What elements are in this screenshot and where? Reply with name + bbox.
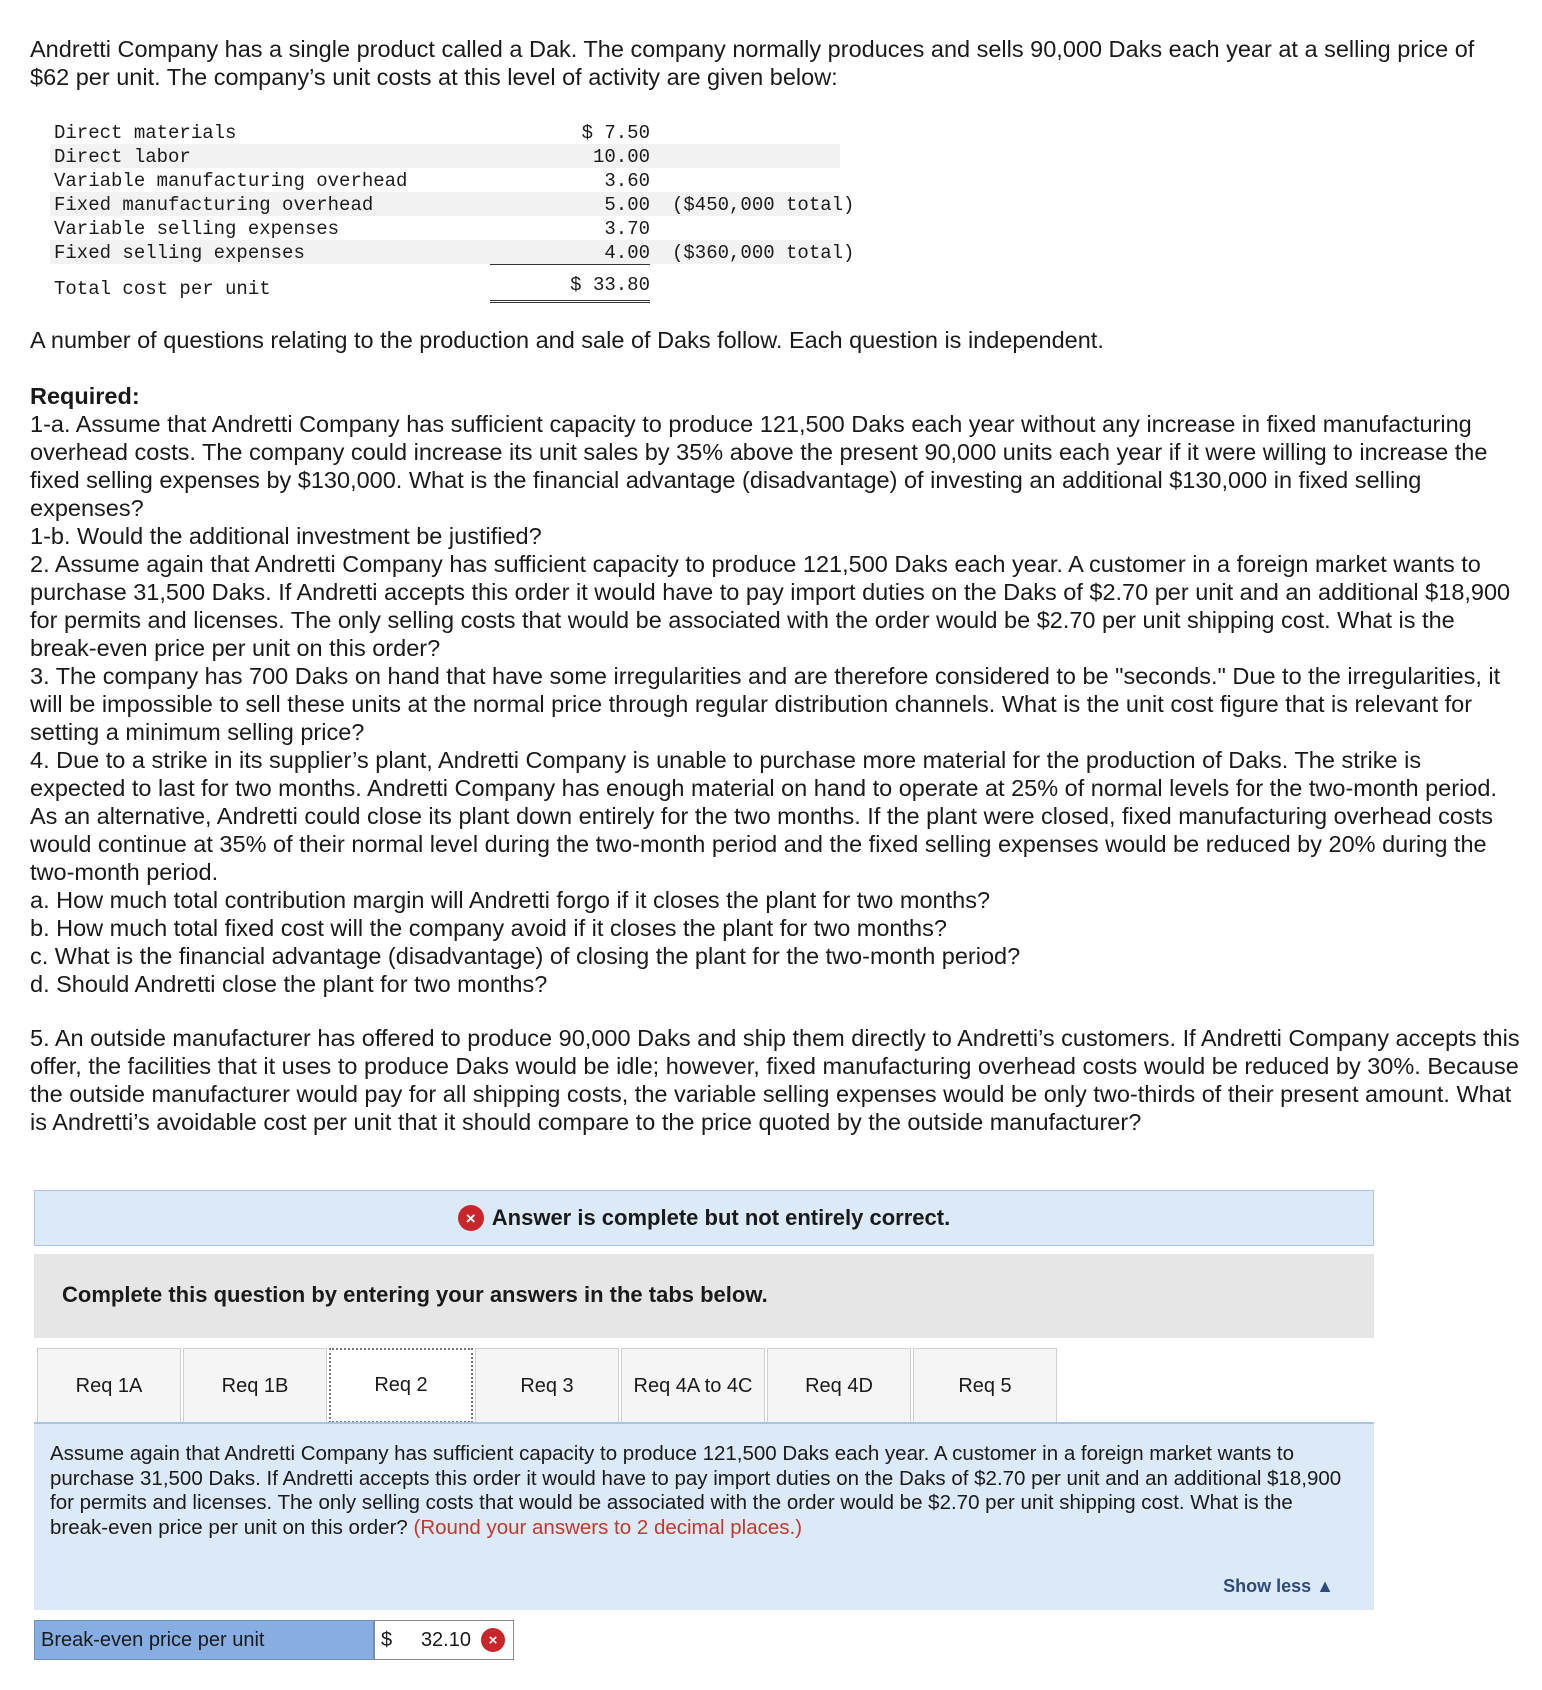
cost-label: Fixed selling expenses [54, 242, 305, 264]
instruction-text: Complete this question by entering your answers in the tabs below. [62, 1282, 768, 1307]
tab-content-panel [34, 1424, 1374, 1610]
question-4c: c. What is the financial advantage (disadvantage) of closing the plant for the two-month period? [30, 943, 1021, 969]
panel-question-text: Assume again that Andretti Company has sufficient capacity to produce 121,500 Daks each year. A customer in a foreign market wants to purchase 31,500 Daks. If Andretti accepts this order it would have to pay import duties on the Daks of $2.70 per unit and an additional $18,900 for permits and licenses. The only selling costs that would be associated with the order would be $2.70 per unit shipping cost. What is the break-even price per unit on this order? [50, 1442, 1342, 1539]
required-section [30, 382, 1520, 998]
total-cost-label: Total cost per unit [54, 278, 271, 300]
currency-symbol: $ [381, 1629, 393, 1651]
cost-row [50, 120, 840, 144]
cost-row [50, 192, 855, 216]
tab-req-1b[interactable]: Req 1B [183, 1348, 327, 1423]
questions-intro: A number of questions relating to the production and sale of Daks follow. Each question is independent. [30, 327, 1104, 353]
break-even-label: Break-even price per unit [34, 1620, 374, 1660]
cost-row [50, 216, 840, 240]
question-4a: a. How much total contribution margin will Andretti forgo if it closes the plant for two months? [30, 887, 991, 913]
cost-note: ($450,000 total) [672, 194, 855, 216]
question-4d: d. Should Andretti close the plant for two months? [30, 971, 548, 997]
cost-row [50, 144, 840, 168]
question-4b: b. How much total fixed cost will the company avoid if it closes the plant for two months? [30, 915, 947, 941]
cost-label: Fixed manufacturing overhead [54, 194, 374, 216]
cost-label: Direct labor [54, 146, 191, 168]
cost-label: Variable manufacturing overhead [54, 170, 408, 192]
break-even-input[interactable] [374, 1620, 514, 1660]
total-cost-value: $ 33.80 [490, 274, 650, 303]
intro-paragraph: Andretti Company has a single product called a Dak. The company normally produces and sells 90,000 Daks each year at a selling price of $62 per unit. The company’s unit costs at this level of activity are given below: [30, 36, 1475, 90]
total-cost-row [50, 268, 840, 302]
answer-status-text: Answer is complete but not entirely correct. [491, 1205, 951, 1230]
tab-req-5[interactable]: Req 5 [913, 1348, 1057, 1423]
cost-note: ($360,000 total) [672, 242, 855, 264]
cost-row [50, 168, 840, 192]
show-less-link[interactable]: Show less ▲ [1223, 1576, 1334, 1596]
cost-value: $ 7.50 [581, 122, 650, 144]
tab-req-3[interactable]: Req 3 [475, 1348, 619, 1423]
rounding-note: (Round your answers to 2 decimal places.) [413, 1515, 803, 1539]
question-4: 4. Due to a strike in its supplier’s plant, Andretti Company is unable to purchase more material for the production of Daks. The strike is expected to last for two months. Andretti Company has enough material on hand to operate at 25% of normal levels for the two-month period. As an alternative, Andretti could close its plant down entirely for the two months. If the plant were closed, fixed manufacturing overhead costs would continue at 35% of their normal level during the two-month period and the fixed selling expenses would be reduced by 20% during the two-month period. [30, 747, 1497, 885]
answer-status-banner [34, 1190, 1374, 1246]
tab-req-1a[interactable]: Req 1A [37, 1348, 181, 1423]
requirement-tabs [37, 1348, 1377, 1423]
question-2: 2. Assume again that Andretti Company has sufficient capacity to produce 121,500 Daks each year. A customer in a foreign market wants to purchase 31,500 Daks. If Andretti accepts this order it would have to pay import duties on the Daks of $2.70 per unit and an additional $18,900 for permits and licenses. The only selling costs that would be associated with the order would be $2.70 per unit shipping cost. What is the break-even price per unit on this order? [30, 551, 1511, 661]
break-even-value[interactable]: 32.10 [420, 1629, 471, 1651]
question-1b: 1-b. Would the additional investment be justified? [30, 523, 542, 549]
question-5: 5. An outside manufacturer has offered to produce 90,000 Daks and ship them directly to Andretti’s customers. If Andretti Company accepts this offer, the facilities that it uses to produce Daks would be idle; however, fixed manufacturing overhead costs would be reduced by 30%. Because the outside manufacturer would pay for all shipping costs, the variable selling expenses would be only two-thirds of their present amount. What is Andretti’s avoidable cost per unit that it should compare to the price quoted by the outside manufacturer? [30, 1025, 1520, 1135]
cost-value: 4.00 [490, 242, 650, 265]
cost-value: 5.00 [604, 194, 650, 216]
cost-row [50, 240, 855, 264]
cost-value: 3.60 [604, 170, 650, 192]
cost-value: 10.00 [592, 146, 650, 168]
question-1a: 1-a. Assume that Andretti Company has sufficient capacity to produce 121,500 Daks each year without any increase in fixed manufacturing overhead costs. The company could increase its unit sales by 35% above the present 90,000 units each year if it were willing to increase the fixed selling expenses by $130,000. What is the financial advantage (disadvantage) of investing an additional $130,000 in fixed selling expenses? [30, 411, 1488, 521]
instruction-box [34, 1254, 1374, 1338]
tab-req-4d[interactable]: Req 4D [767, 1348, 911, 1423]
unit-cost-table [50, 120, 855, 302]
cost-label: Variable selling expenses [54, 218, 340, 240]
cost-label: Direct materials [54, 122, 237, 144]
question-3: 3. The company has 700 Daks on hand that have some irregularities and are therefore considered to be "seconds." Due to the irregularities, it will be impossible to sell these units at the normal price through regular distribution channels. What is the unit cost figure that is relevant for setting a minimum selling price? [30, 663, 1501, 745]
incorrect-icon: × [458, 1205, 484, 1231]
cost-value: 3.70 [604, 218, 650, 240]
panel-question [50, 1442, 1350, 1540]
incorrect-icon: × [481, 1628, 505, 1652]
tab-req-2[interactable]: Req 2 [329, 1348, 473, 1423]
tab-req-4a-to-4c[interactable]: Req 4A to 4C [621, 1348, 765, 1423]
required-heading: Required: [30, 383, 140, 409]
